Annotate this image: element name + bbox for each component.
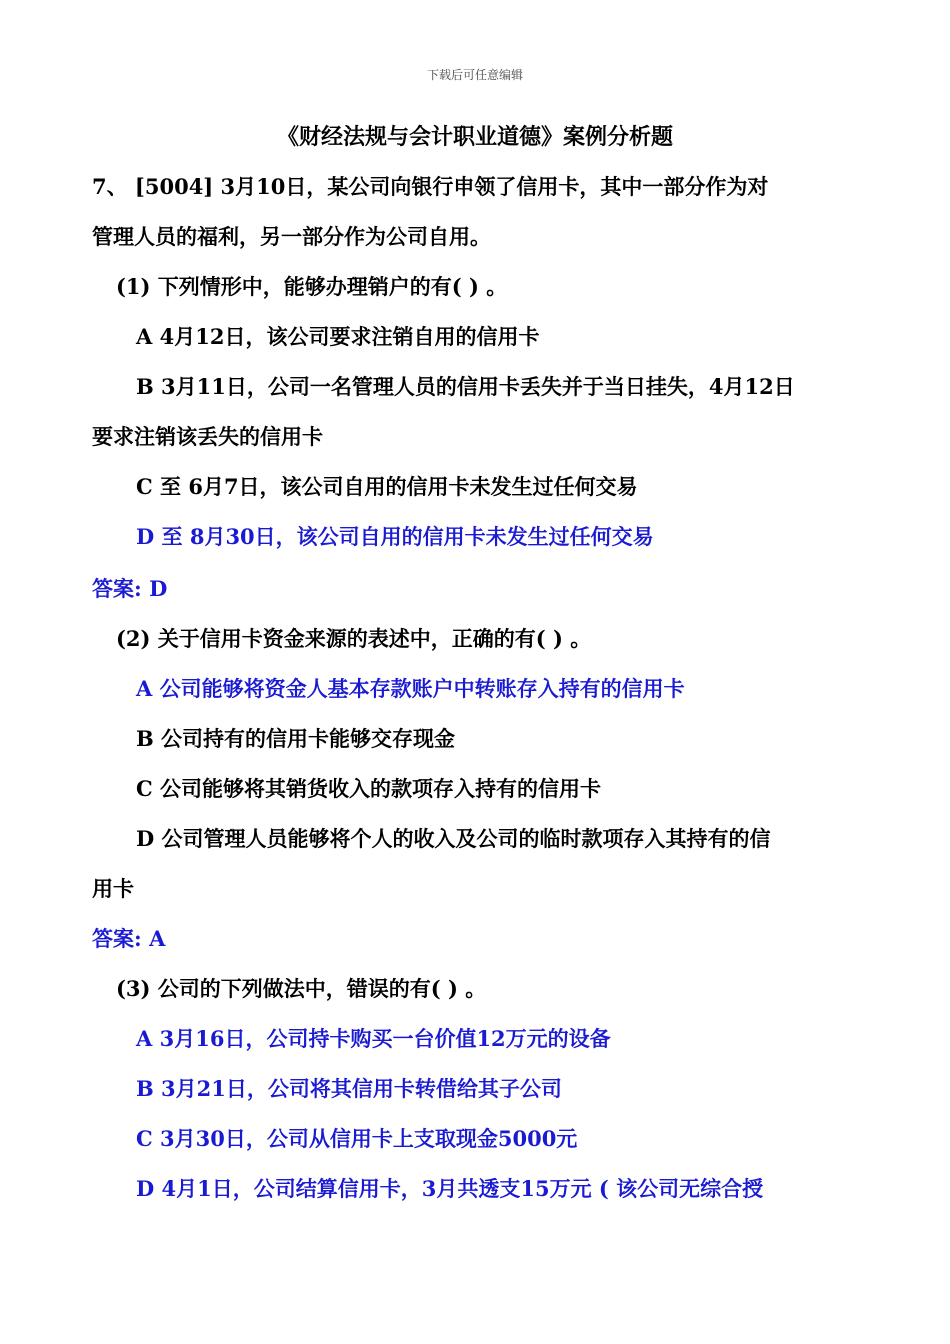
q2-option-d-line1: D 公司管理人员能够将个人的收入及公司的临时款项存入其持有的信 xyxy=(136,826,771,851)
document-title: 《财经法规与会计职业道德》案例分析题 xyxy=(276,124,673,150)
q2-option-c: C 公司能够将其销货收入的款项存入持有的信用卡 xyxy=(136,776,602,801)
q2-option-a: A 公司能够将资金人基本存款账户中转账存入持有的信用卡 xyxy=(136,676,685,701)
q3-option-b: B 3月21日，公司将其信用卡转借给其子公司 xyxy=(136,1076,562,1101)
question-line-2: 管理人员的福利，另一部分作为公司自用。 xyxy=(92,224,491,249)
q2-stem: (2) 关于信用卡资金来源的表述中，正确的有( ) 。 xyxy=(116,626,592,651)
q1-stem: (1) 下列情形中，能够办理销户的有( ) 。 xyxy=(116,274,508,299)
q3-option-d: D 4月1日，公司结算信用卡，3月共透支15万元 ( 该公司无综合授 xyxy=(136,1176,764,1201)
q1-option-b-line2: 要求注销该丢失的信用卡 xyxy=(92,424,323,449)
q1-option-a: A 4月12日，该公司要求注销自用的信用卡 xyxy=(136,324,540,349)
q3-option-c: C 3月30日，公司从信用卡上支取现金5000元 xyxy=(136,1126,578,1151)
q2-option-b: B 公司持有的信用卡能够交存现金 xyxy=(136,726,456,751)
q1-option-d: D 至 8月30日，该公司自用的信用卡未发生过任何交易 xyxy=(136,524,654,549)
q3-option-a: A 3月16日，公司持卡购买一台价值12万元的设备 xyxy=(136,1026,611,1051)
q1-option-b-line1: B 3月11日，公司一名管理人员的信用卡丢失并于当日挂失，4月12日 xyxy=(136,374,795,399)
question-line-1: 7、 [5004] 3月10日，某公司向银行申领了信用卡，其中一部分作为对 xyxy=(92,174,769,199)
q3-stem: (3) 公司的下列做法中，错误的有( ) 。 xyxy=(116,976,487,1001)
page-header: 下载后可任意编辑 xyxy=(426,68,523,82)
q2-answer: 答案: A xyxy=(92,926,166,951)
q1-option-c: C 至 6月7日，该公司自用的信用卡未发生过任何交易 xyxy=(136,474,638,499)
q1-answer: 答案: D xyxy=(92,576,168,601)
q2-option-d-line2: 用卡 xyxy=(92,876,134,901)
